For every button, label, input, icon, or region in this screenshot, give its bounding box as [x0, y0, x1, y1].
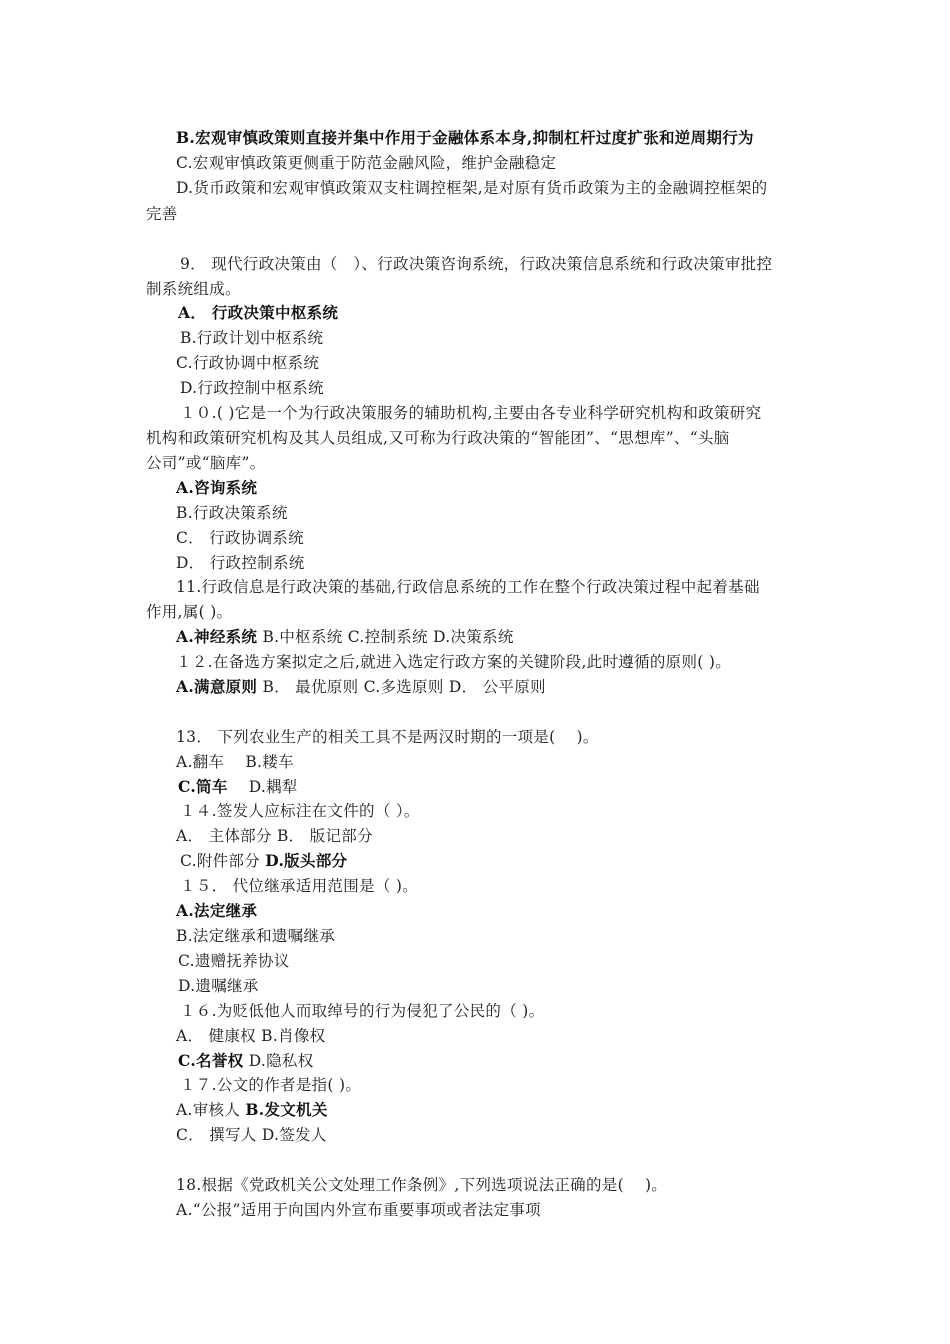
- option-text: D.隐私权: [243, 1052, 314, 1070]
- text-line: 11.行政信息是行政决策的基础,行政信息系统的工作在整个行政决策过程中起着基础: [176, 578, 760, 596]
- text-line: 9． 现代行政决策由（ ）、行政决策咨询系统，行政决策信息系统和行政决策审批控: [180, 255, 773, 273]
- text-line: C． 撰写人 D.签发人: [176, 1126, 327, 1144]
- text-line: [178, 777, 298, 797]
- text-line: C． 行政协调系统: [176, 529, 304, 547]
- text-line: １２.在备选方案拟定之后,就进入选定行政方案的关键阶段,此时遵循的原则( )。: [176, 653, 732, 671]
- text-line: B.法定继承和遗嘱继承: [176, 927, 336, 945]
- answer-text: A.满意原则: [176, 677, 258, 696]
- option-text: B． 最优原则 C.多选原则 D． 公平原则: [257, 678, 546, 696]
- text-line: B.行政决策系统: [176, 504, 288, 522]
- text-line: D． 行政控制系统: [176, 554, 305, 572]
- answer-text: C.名誉权: [178, 1051, 244, 1070]
- answer-text: C.筒车: [178, 777, 228, 796]
- text-line: １６.为贬低他人而取绰号的行为侵犯了公民的（ )。: [180, 1002, 545, 1020]
- text-line: A． 行政决策中枢系统: [178, 303, 339, 322]
- text-line: １７.公文的作者是指( )。: [180, 1076, 362, 1094]
- text-line: [180, 851, 347, 871]
- text-line: C.遗赠抚养协议: [178, 952, 290, 970]
- text-line: [176, 627, 514, 647]
- text-line: A.“公报”适用于向国内外宣布重要事项或者法定事项: [176, 1201, 541, 1219]
- text-line: １０.( )它是一个为行政决策服务的辅助机构,主要由各专业科学研究机构和政策研究: [180, 404, 762, 422]
- text-line: [176, 677, 546, 697]
- text-line: １５． 代位继承适用范围是（ )。: [180, 877, 419, 895]
- text-line: [178, 1051, 314, 1071]
- text-line: C.宏观审慎政策更侧重于防范金融风险，维护金融稳定: [176, 154, 557, 172]
- option-text: C.附件部分: [180, 852, 266, 870]
- text-line: 制系统组成。: [146, 280, 241, 298]
- option-text: B.中枢系统 C.控制系统 D.决策系统: [257, 628, 514, 646]
- text-line: A.咨询系统: [176, 478, 258, 497]
- text-line: A.法定继承: [176, 901, 258, 920]
- text-line: C.行政协调中枢系统: [176, 354, 320, 372]
- answer-text: B.发文机关: [245, 1100, 328, 1119]
- text-line: B.行政计划中枢系统: [180, 329, 324, 347]
- text-line: A． 主体部分 B． 版记部分: [176, 827, 373, 845]
- text-line: D.遗嘱继承: [178, 977, 259, 995]
- answer-text: D.版头部分: [265, 851, 348, 870]
- text-line: [176, 1100, 328, 1120]
- text-line: B.宏观审慎政策则直接并集中作用于金融体系本身,抑制杠杆过度扩张和逆周期行为: [176, 128, 754, 147]
- text-line: １４.签发人应标注在文件的（ ）。: [180, 802, 420, 820]
- text-line: A.翻车 B.耧车: [176, 753, 294, 771]
- text-line: 完善: [146, 205, 178, 223]
- text-line: D.行政控制中枢系统: [180, 379, 324, 397]
- text-line: 13． 下列农业生产的相关工具不是两汉时期的一项是( )。: [176, 728, 599, 746]
- text-line: 18.根据《党政机关公文处理工作条例》,下列选项说法正确的是( )。: [176, 1176, 668, 1194]
- answer-text: A.神经系统: [176, 627, 258, 646]
- option-text: A.审核人: [176, 1101, 246, 1119]
- text-line: 公司”或“脑库”。: [146, 454, 266, 472]
- text-line: 机构和政策研究机构及其人员组成,又可称为行政决策的“智能团”、“思想库”、“头脑: [146, 429, 730, 447]
- text-line: A． 健康权 B.肖像权: [176, 1027, 326, 1045]
- text-line: D.货币政策和宏观审慎政策双支柱调控框架,是对原有货币政策为主的金融调控框架的: [176, 179, 768, 197]
- option-text: D.耦犁: [227, 778, 298, 796]
- text-line: 作用,属( )。: [146, 603, 233, 621]
